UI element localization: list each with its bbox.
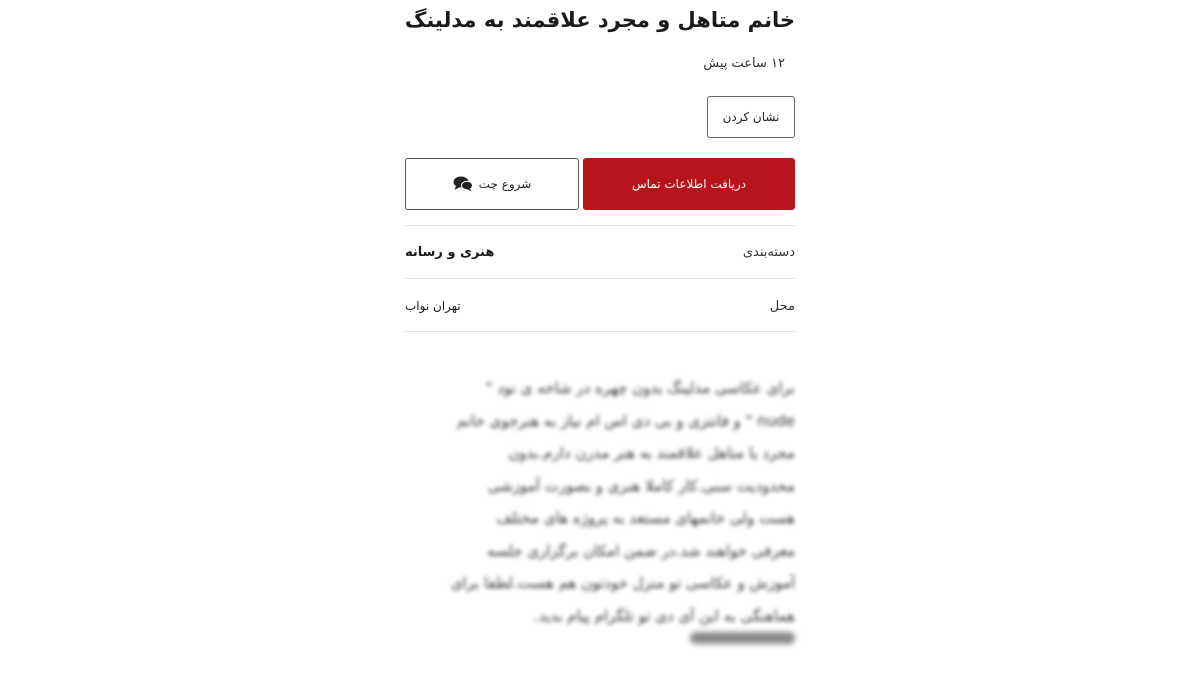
description-line: معرفی خواهند شد.در ضمن امکان برگزاری جلسه bbox=[486, 541, 795, 560]
ad-detail-panel bbox=[405, 0, 795, 675]
detail-row-category bbox=[405, 226, 795, 278]
chat-bubbles-icon bbox=[453, 176, 473, 192]
redacted-contact-id bbox=[690, 632, 795, 644]
detail-label: محل bbox=[769, 298, 795, 314]
description-line: محدودیت سنی.کار کاملا هنری و بصورت آموزشی bbox=[487, 476, 795, 495]
start-chat-button[interactable] bbox=[405, 158, 579, 210]
chat-label: شروع چت bbox=[478, 177, 532, 191]
description-line: مجرد یا متاهل علاقمند به هنر مدرن دارم.بدون bbox=[508, 444, 795, 462]
contact-info-label: دریافت اطلاعات تماس bbox=[631, 177, 747, 191]
description-line: هماهنگی به این آی دی تو تلگرام پیام بدید. bbox=[533, 606, 795, 625]
divider bbox=[405, 278, 795, 279]
description-line: آموزش و عکاسی تو منزل خودتون هم هست.لطفا برای bbox=[450, 574, 795, 592]
ad-description bbox=[405, 372, 795, 632]
detail-value: تهران نواب bbox=[405, 299, 461, 313]
bookmark-button[interactable]: نشان کردن bbox=[707, 96, 795, 138]
ad-title: خانم متاهل و مجرد علاقمند به مدلینگ bbox=[404, 8, 795, 32]
description-line: هست ولی خانمهای مستعد به پروژه های مختلف bbox=[496, 509, 795, 527]
description-line: برای عکاسی مدلینگ بدون چهره در شاخه ی نود " bbox=[485, 379, 795, 397]
divider bbox=[405, 331, 795, 332]
detail-row-location bbox=[405, 280, 795, 332]
detail-value: هنری و رسانه bbox=[405, 244, 495, 260]
contact-info-button[interactable] bbox=[583, 158, 795, 210]
detail-label: دسته‌بندی bbox=[742, 244, 795, 260]
posted-time: ۱۲ ساعت پیش bbox=[703, 56, 785, 71]
description-line: nude " و فانتزی و بی دی اس ام نیاز به هنرجوی خانم bbox=[456, 411, 795, 430]
